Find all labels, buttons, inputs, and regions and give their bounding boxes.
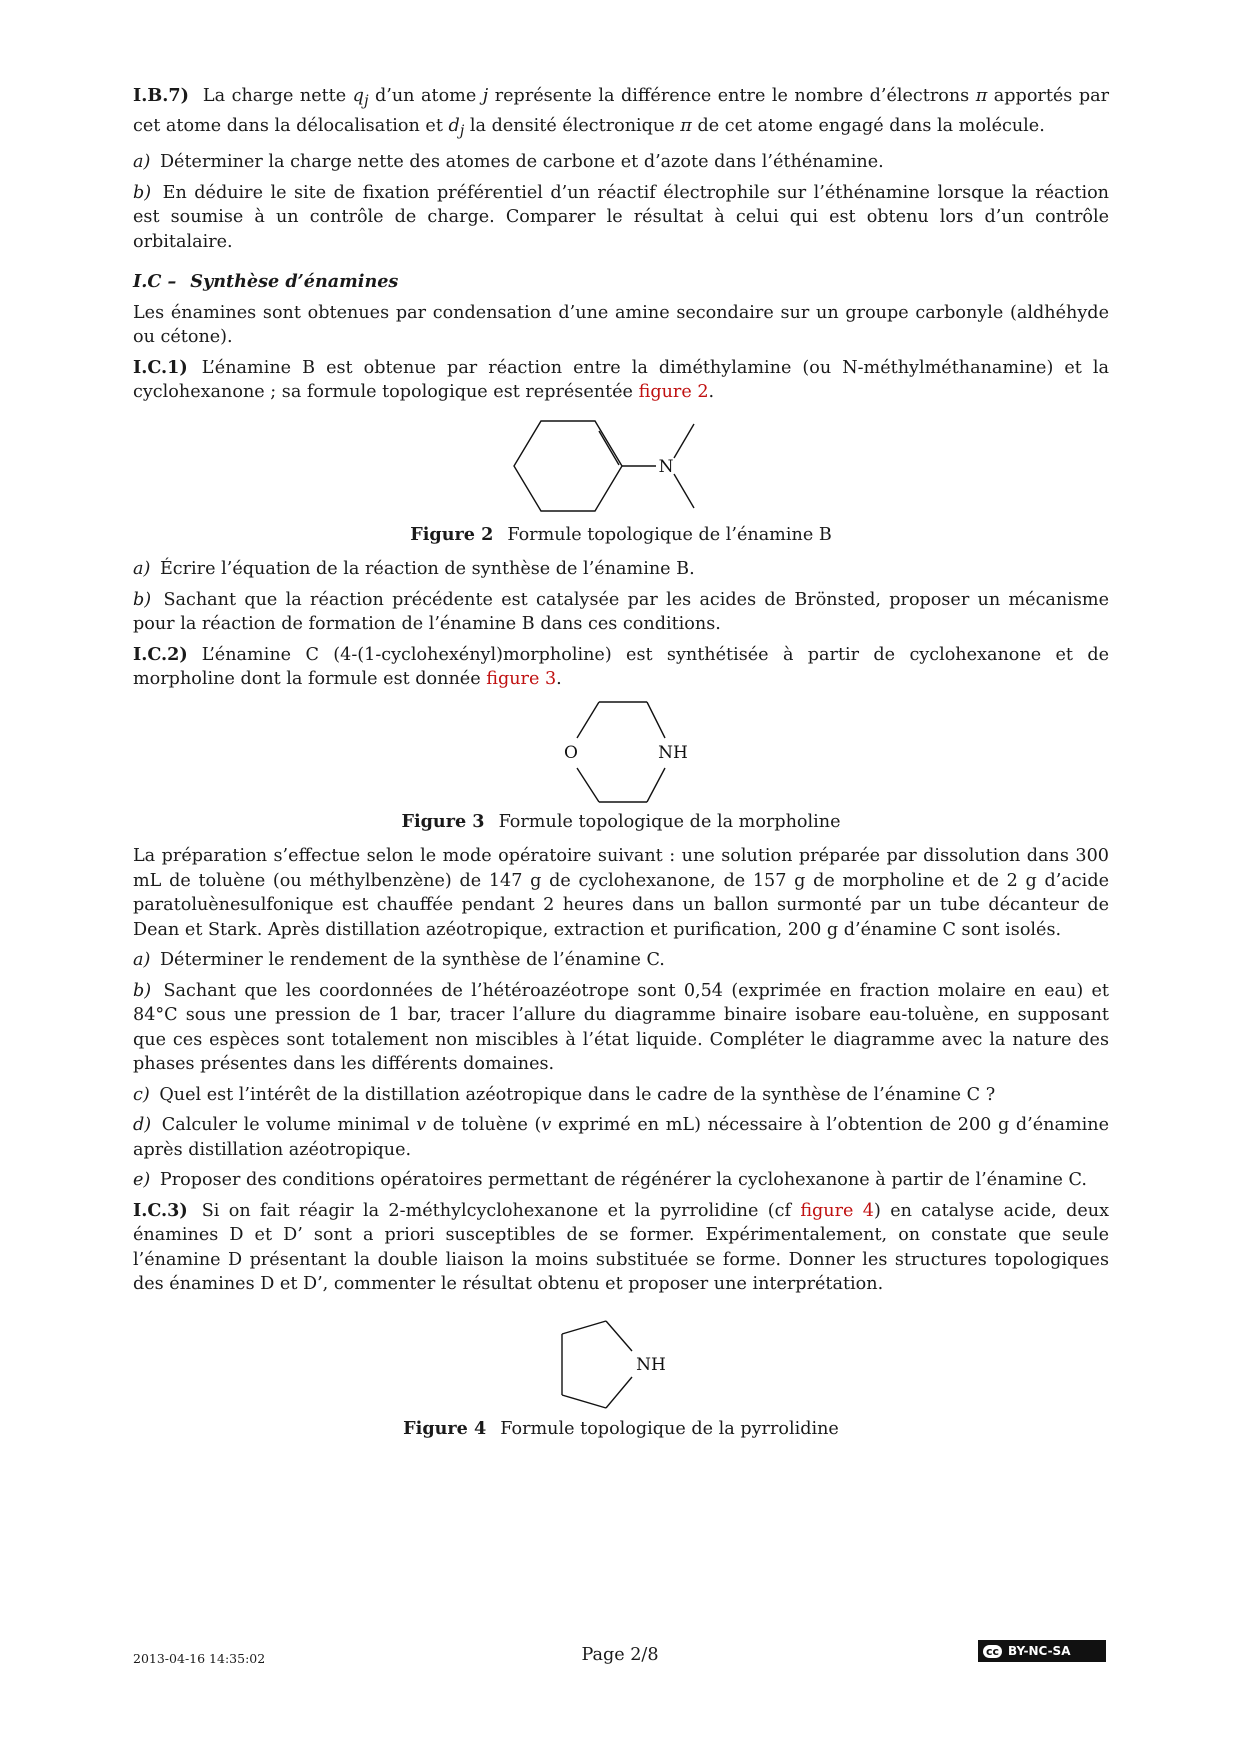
question-ic2: I.C.2) L’énamine C (4-(1-cyclohexényl)morpholine) est synthétisée à partir de cyclohexanone et de morpholine dont la formule est donnée figure 3. [133,643,1109,690]
question-ic3: I.C.3) Si on fait réagir la 2-méthylcyclohexanone et la pyrrolidine (cf figure 4) en catalyse acide, deux énamines D et D’ sont a priori susceptibles de se former. Expérimentalement, on constate que seule l’énamine D présentant la double liaison la moins substituée se forme. Donner les structures topologiques des énamines D et D’, commenter le résultat obtenu et proposer une interprétation. [133,1199,1110,1295]
figure-4-link[interactable]: figure 4 [800,1200,874,1221]
figure-3-link[interactable]: figure 3 [486,669,557,690]
nh-group: NH [658,742,688,763]
section-intro: Les énamines sont obtenues par condensation d’une amine secondaire sur un groupe carbonyle (aldhéhyde ou cétone). [133,302,1109,348]
question-ic1-b: b) Sachant que la réaction précédente est catalysée par les acides de Brönsted, proposer un mécanisme pour la réaction de formation de l’énamine B dans ces conditions. [133,589,1109,635]
question-ic2-a: a) Déterminer le rendement de la synthèse de l’énamine C. [133,950,665,971]
pyrrolidine-structure [556,1315,686,1415]
figure-4-caption: Figure 4 Formule topologique de la pyrrolidine [403,1417,839,1439]
document-body [133,84,1109,1451]
page-number: Page 2/8 [581,1645,659,1665]
charge-symbol: $q_j$ [352,86,369,110]
question-ic1-a: a) Écrire l’équation de la réaction de synthèse de l’énamine B. [133,559,695,580]
question-ib7: I.B.7) La charge nette $q_j$ d’un atome j représente la différence entre le nombre d’électrons π apportés par cet atome dans la délocalisation et $d_j$ la densité électronique π de cet atome engagé dans la molécule. [133,85,1109,140]
figure-2-link[interactable]: figure 2 [638,382,709,403]
question-ic2-c: c) Quel est l’intérêt de la distillation azéotropique dans le cadre de la synthèse de l’énamine C ? [133,1084,996,1105]
figure-4 [133,1315,1109,1442]
figure-3 [133,698,1109,835]
license-badge: cc BY-NC-SA [978,1640,1106,1662]
figure-2-caption: Figure 2 Formule topologique de l’énamine B [410,523,832,545]
footer-timestamp: 2013-04-16 14:35:02 [133,1651,266,1666]
morpholine-structure [541,698,701,808]
question-ib7-b: b) En déduire le site de fixation préférentiel d’un réactif électrophile sur l’éthénamine lorsque la réaction est soumise à un contrôle de charge. Comparer le résultat à celui qui est obtenu lors d’un contrôle orbitalaire. [133,182,1109,252]
cc-icon: cc [983,1645,1002,1658]
figure-3-caption: Figure 3 Formule topologique de la morpholine [401,810,841,832]
density-symbol: $d_j$ [448,116,465,140]
question-ic1: I.C.1) L’énamine B est obtenue par réaction entre la diméthylamine (ou N-méthylméthanamine) et la cyclohexanone ; sa formule topologique est représentée figure 2. [133,356,1109,403]
nh-group: NH [636,1354,666,1375]
section-heading-ic: I.C – Synthèse d’énamines [133,271,399,293]
enamine-b-structure [511,411,731,521]
procedure-text: La préparation s’effectue selon le mode opératoire suivant : une solution préparée par dissolution dans 300 mL de toluène (ou méthylbenzène) de 147 g de cyclohexanone, de 157 g de morpholine et de 2 g d’acide paratoluènesulfonique est chauffée pendant 2 heures dans un ballon surmonté par un tube décanteur de Dean et Stark. Après distillation azéotropique, extraction et purification, 200 g d’énamine C sont isolés. [133,846,1109,940]
oxygen-atom: O [564,742,578,763]
question-ib7-a: a) Déterminer la charge nette des atomes de carbone et d’azote dans l’éthénamine. [133,152,884,173]
question-ic2-b: b) Sachant que les coordonnées de l’hétéroazéotrope sont 0,54 (exprimée en fraction molaire en eau) et 84°C sous une pression de 1 bar, tracer l’allure du diagramme binaire isobare eau-toluène, en supposant que ces espèces sont totalement non miscibles à l’état liquide. Compléter le diagramme avec la nature des phases présentes dans les différents domaines. [133,980,1110,1075]
question-number: I.B.7) [133,85,189,106]
nitrogen-atom: N [658,456,674,477]
question-ic2-e: e) Proposer des conditions opératoires permettant de régénérer la cyclohexanone à partir de l’énamine C. [133,1170,1087,1191]
question-ic2-d: d) Calculer le volume minimal v de toluène (v exprimé en mL) nécessaire à l’obtention de 200 g d’énamine après distillation azéotropique. [133,1115,1110,1160]
figure-2 [133,411,1109,548]
